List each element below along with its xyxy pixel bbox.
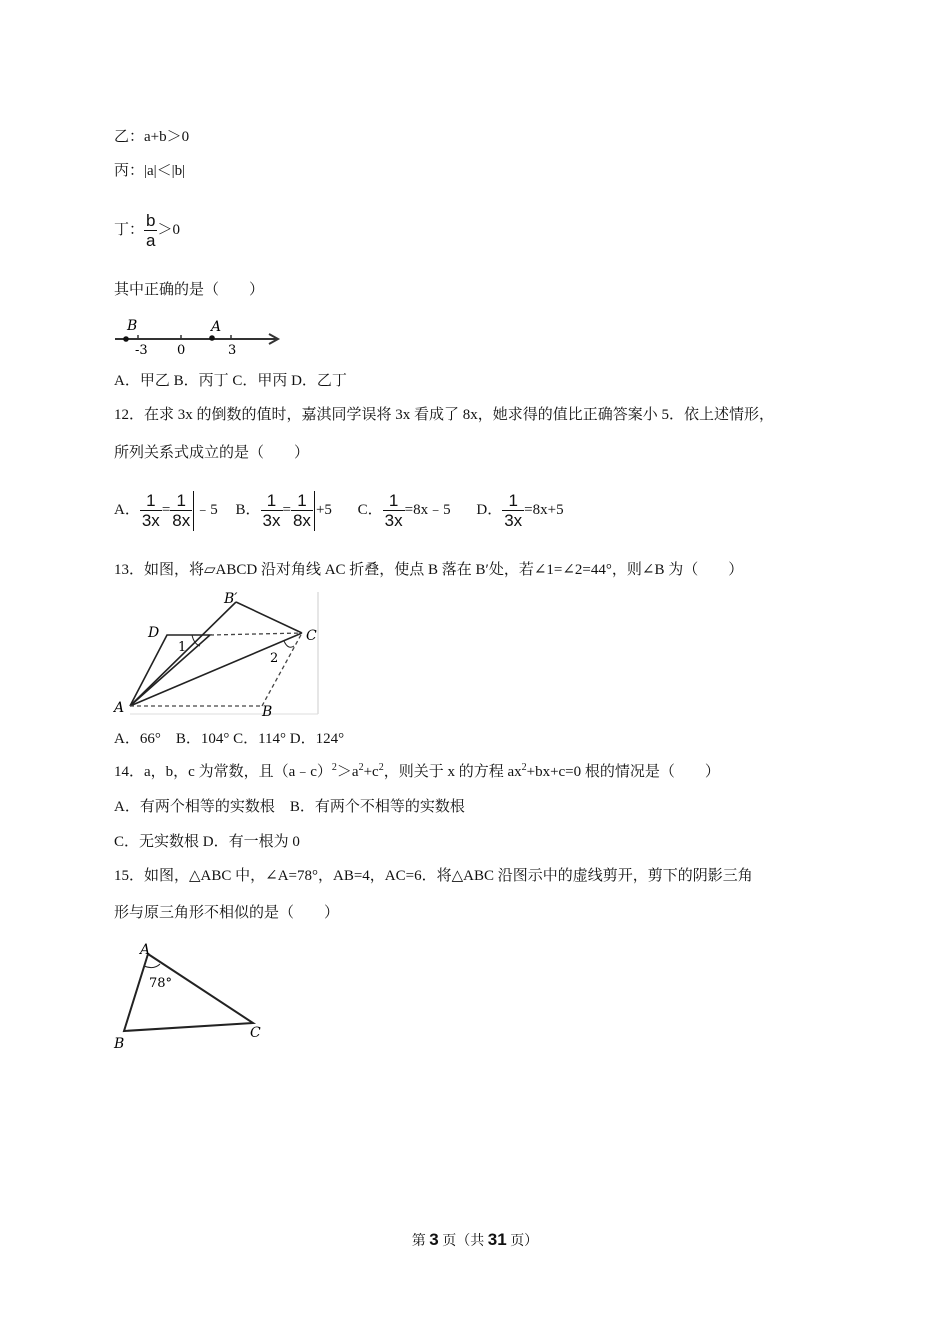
q12-options xyxy=(114,487,564,533)
segment-b-prime-c xyxy=(236,602,302,633)
ding-label: 丁： xyxy=(114,222,145,238)
frac-denominator: 3x xyxy=(504,511,523,531)
option-a-tail: ﹣5 xyxy=(195,502,218,518)
superscript: 2 xyxy=(378,762,384,773)
superscript: 2 xyxy=(358,762,364,773)
q13-options: A．66° B．104° C．114° D．124° xyxy=(114,731,345,747)
frac-numerator: 1 xyxy=(146,491,156,511)
label-c: C xyxy=(250,1025,261,1041)
dashed-dc xyxy=(210,633,302,635)
option-a-frac1 xyxy=(140,491,162,530)
q14-options-ab: A．有两个相等的实数根 B．有两个不相等的实数根 xyxy=(114,799,465,815)
page-number: 3 xyxy=(429,1230,439,1249)
q12-option-d xyxy=(476,491,564,531)
footer-prefix: 第 xyxy=(411,1234,430,1249)
diagonal-ac xyxy=(130,633,302,706)
label-angle-2: 2 xyxy=(270,651,279,666)
tick-label-3: 3 xyxy=(228,343,237,358)
option-d-label: D． xyxy=(476,502,503,518)
q15-stem-line2: 形与原三角形不相似的是（ ） xyxy=(114,905,340,921)
q15-triangle-figure xyxy=(112,940,264,1052)
frac-denominator: 8x xyxy=(292,511,311,531)
option-d-frac xyxy=(502,491,524,530)
q14-stem-part: 14．a，b，c 为常数，且（a﹣c） xyxy=(114,764,332,780)
q14-stem-part: +bx+c=0 根的情况是（ ） xyxy=(526,764,720,780)
frac-numerator: 1 xyxy=(297,491,307,511)
option-b-tail: +5 xyxy=(315,502,332,518)
option-b-frac2 xyxy=(291,491,313,530)
q13-stem: 13．如图，将▱ABCD 沿对角线 AC 折叠，使点 B 落在 B′处，若∠1=∠2=44°，则∠B 为（ ） xyxy=(114,562,744,578)
option-c-frac xyxy=(383,491,405,530)
tick-label-0: 0 xyxy=(177,343,186,358)
q13-parallelogram-figure xyxy=(112,588,322,718)
label-c: C xyxy=(306,628,317,644)
point-b-label: B xyxy=(127,318,138,334)
q12-option-b xyxy=(235,491,336,531)
frac-denominator: 3x xyxy=(141,511,160,531)
point-a-label: A xyxy=(211,319,222,335)
option-c-tail: =8x﹣5 xyxy=(404,502,451,518)
label-angle-1: 1 xyxy=(178,640,187,655)
page-footer xyxy=(0,1230,950,1250)
statement-yi: 乙：a+b＞0 xyxy=(114,129,190,145)
frac-numerator: 1 xyxy=(508,491,518,511)
option-a-equals: = xyxy=(161,502,171,518)
q14-stem-part: ＞a xyxy=(336,764,359,780)
footer-mid: 页（共 xyxy=(438,1234,488,1249)
frac-denominator: 8x xyxy=(172,511,191,531)
dashed-bc xyxy=(262,633,302,706)
option-b-frac1 xyxy=(261,491,283,530)
ding-fraction xyxy=(144,211,157,250)
label-a: A xyxy=(140,942,151,958)
tick-label-neg3: -3 xyxy=(135,343,148,358)
option-d-tail: =8x+5 xyxy=(524,502,564,518)
superscript: 2 xyxy=(521,762,527,773)
q12-stem-line2: 所列关系式成立的是（ ） xyxy=(114,445,310,461)
triangle-abc xyxy=(124,954,253,1031)
label-b-prime: B′ xyxy=(224,591,238,607)
option-a-frac2 xyxy=(170,491,192,530)
statement-bing: 丙：|a|＜|b| xyxy=(114,163,186,179)
q14-stem xyxy=(114,762,720,782)
angle-a-label: 78° xyxy=(149,976,173,991)
option-b-label: B． xyxy=(235,502,261,518)
q14-stem-part: +c xyxy=(363,764,379,780)
total-pages: 31 xyxy=(487,1230,507,1249)
q12-stem-line1: 12．在求 3x 的倒数的值时，嘉淇同学误将 3x 看成了 8x，她求得的值比正确答案小 5．依上述情形， xyxy=(114,407,775,423)
point-a-dot xyxy=(209,335,215,341)
frac-numerator: 1 xyxy=(266,491,277,511)
angle-a-arc xyxy=(144,964,160,968)
number-line-figure xyxy=(112,314,284,358)
q11-stem: 其中正确的是（ ） xyxy=(114,282,265,298)
ding-numerator: b xyxy=(146,211,156,231)
q15-stem-line1: 15．如图，△ABC 中，∠A=78°，AB=4，AC=6．将△ABC 沿图示中的虚线剪开，剪下的阴影三角 xyxy=(114,868,753,884)
vertical-bar xyxy=(314,491,315,531)
footer-suffix: 页） xyxy=(506,1234,539,1249)
point-b-dot xyxy=(123,336,129,342)
frac-denominator: 3x xyxy=(384,511,403,531)
q12-option-c xyxy=(357,491,455,531)
frac-numerator: 1 xyxy=(176,491,186,511)
label-b: B xyxy=(262,704,273,718)
q12-option-a xyxy=(114,491,222,531)
angle-2-arc xyxy=(284,641,294,647)
option-a-label: A． xyxy=(114,502,140,518)
label-d: D xyxy=(148,625,160,641)
ding-denominator: a xyxy=(146,231,156,251)
label-a: A xyxy=(114,700,125,716)
option-c-label: C． xyxy=(357,502,383,518)
label-b: B xyxy=(114,1036,125,1052)
ding-rest: ＞0 xyxy=(157,222,180,238)
frac-numerator: 1 xyxy=(388,491,399,511)
q14-options-cd: C．无实数根 D．有一根为 0 xyxy=(114,834,300,850)
frac-denominator: 3x xyxy=(262,511,281,531)
option-b-equals: = xyxy=(282,502,291,518)
superscript: 2 xyxy=(331,762,337,773)
q14-stem-part: ，则关于 x 的方程 ax xyxy=(383,764,522,780)
statement-ding xyxy=(114,208,180,252)
q11-options: A．甲乙 B．丙丁 C．甲丙 D．乙丁 xyxy=(114,373,347,389)
